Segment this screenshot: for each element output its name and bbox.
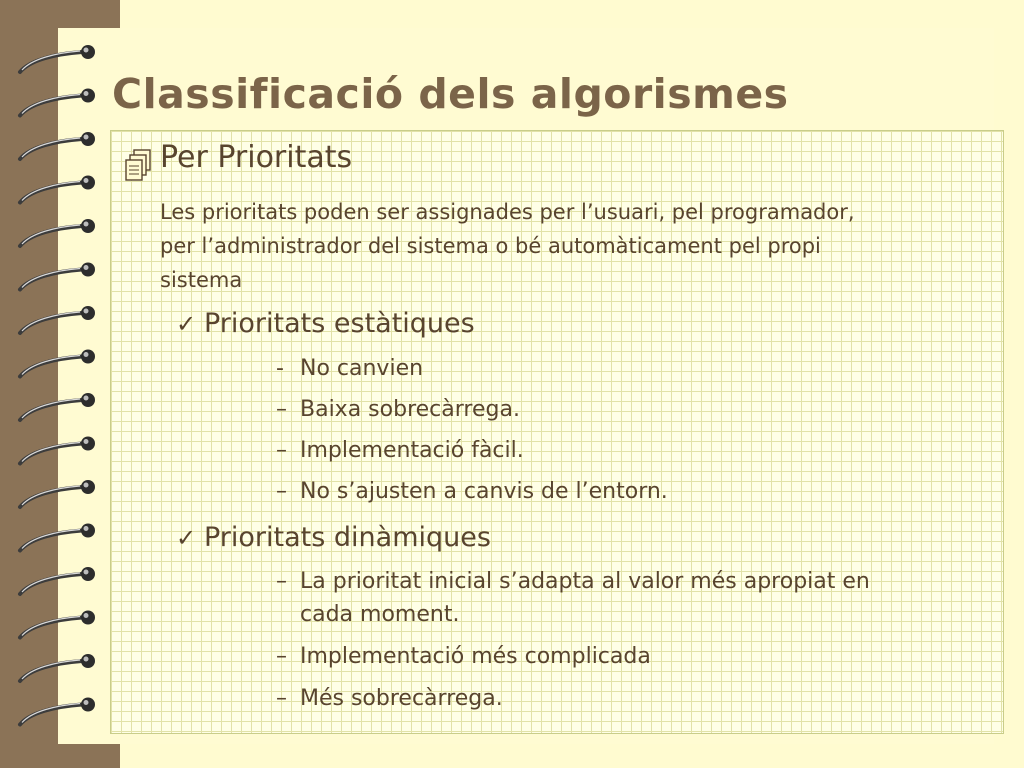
- spiral-ring: [20, 89, 95, 116]
- stacked-pages-icon: [124, 148, 154, 184]
- spiral-ring: [20, 654, 95, 681]
- section-heading: Per Prioritats: [160, 140, 353, 175]
- static-item-2: Baixa sobrecàrrega.: [300, 397, 520, 422]
- checkmark-icon: ✓: [176, 310, 197, 338]
- spiral-ring: [20, 219, 95, 246]
- spiral-ring: [20, 611, 95, 638]
- static-item-4: No s’ajusten a canvis de l’entorn.: [300, 479, 668, 504]
- dash-bullet: –: [276, 438, 287, 463]
- spiral-ring: [20, 393, 95, 420]
- slide-title: Classificació dels algorismes: [112, 70, 789, 118]
- static-item-1: No canvien: [300, 356, 424, 381]
- dynamic-item-2: Implementació més complicada: [300, 644, 651, 669]
- spiral-ring: [20, 437, 95, 464]
- static-priorities-label: Prioritats estàtiques: [204, 308, 475, 339]
- dash-bullet: -: [276, 356, 284, 381]
- dash-bullet: –: [276, 569, 287, 594]
- spiral-rings: [0, 0, 120, 768]
- dynamic-item-1: La prioritat inicial s’adapta al valor més apropiat en: [300, 569, 870, 594]
- spiral-ring: [20, 524, 95, 551]
- dash-bullet: –: [276, 479, 287, 504]
- spiral-ring: [20, 350, 95, 377]
- spiral-ring: [20, 567, 95, 594]
- spiral-ring: [20, 176, 95, 203]
- checkmark-icon: ✓: [176, 524, 197, 552]
- static-item-3: Implementació fàcil.: [300, 438, 524, 463]
- spiral-ring: [20, 480, 95, 507]
- intro-paragraph: Les prioritats poden ser assignades per l’usuari, pel programador, per l’administrador del sistema o bé automàticament pel propi sistema: [160, 200, 855, 292]
- spiral-ring: [20, 306, 95, 333]
- dynamic-item-3: Més sobrecàrrega.: [300, 686, 503, 711]
- spiral-ring: [20, 698, 95, 725]
- spiral-ring: [20, 45, 95, 72]
- spiral-ring: [20, 132, 95, 159]
- dynamic-item-1-cont: cada moment.: [300, 602, 460, 627]
- dash-bullet: –: [276, 686, 287, 711]
- dash-bullet: –: [276, 644, 287, 669]
- spiral-ring: [20, 263, 95, 290]
- dash-bullet: –: [276, 397, 287, 422]
- dynamic-priorities-label: Prioritats dinàmiques: [204, 522, 491, 553]
